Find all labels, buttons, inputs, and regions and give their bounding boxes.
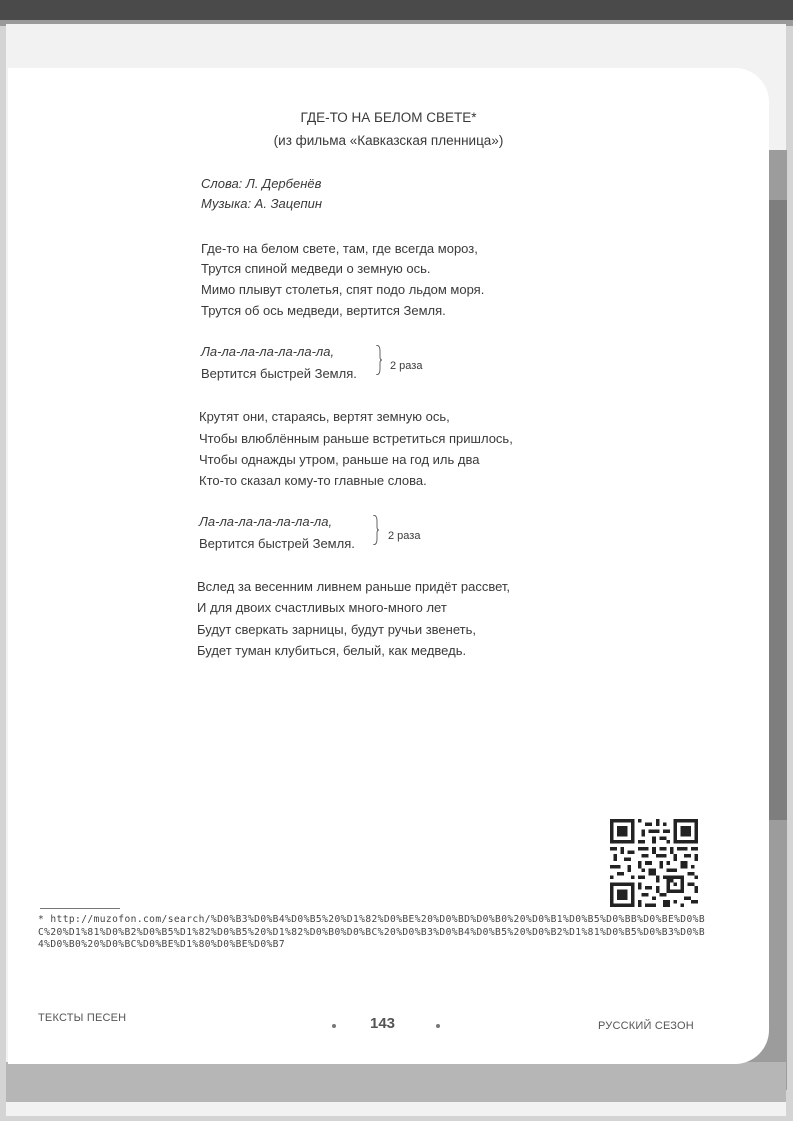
lyrics-credit: Слова: Л. Дербенёв xyxy=(201,176,322,191)
chorus-line: Вертится быстрей Земля. xyxy=(199,536,355,551)
repeat-label: 2 раза xyxy=(388,530,421,542)
verse-line: Вслед за весенним ливнем раньше придёт рассвет, xyxy=(197,579,511,594)
verse-line: Кто-то сказал кому-то главные слова. xyxy=(199,473,427,488)
verse-line: Трутся спиной медведи о земную ось. xyxy=(201,261,431,276)
verse-line: Чтобы влюблённым раньше встретиться пришлось, xyxy=(199,431,513,446)
footer-section-right: РУССКИЙ СЕЗОН xyxy=(598,1020,694,1032)
qr-code-icon xyxy=(610,819,698,907)
verse-line: Мимо плывут столетья, спят подо льдом моря. xyxy=(201,282,485,297)
repeat-brace-icon xyxy=(376,345,382,375)
verse-line: Крутят они, стараясь, вертят земную ось, xyxy=(199,409,450,424)
repeat-brace-icon xyxy=(373,515,379,545)
footer-section-left: ТЕКСТЫ ПЕСЕН xyxy=(38,1012,127,1024)
footer-dot xyxy=(436,1024,440,1028)
verse-line: Чтобы однажды утром, раньше на год иль два xyxy=(199,452,480,467)
page-number: 143 xyxy=(370,1015,396,1032)
chorus-line: Ла-ла-ла-ла-ла-ла-ла, xyxy=(201,344,335,359)
verse-line: Будут сверкать зарницы, будут ручьи звенеть, xyxy=(197,622,476,637)
verse-line: Будет туман клубиться, белый, как медведь. xyxy=(197,643,467,658)
song-subtitle: (из фильма «Кавказская пленница») xyxy=(273,133,504,148)
repeat-label: 2 раза xyxy=(390,360,423,372)
chorus-line: Ла-ла-ла-ла-ла-ла-ла, xyxy=(199,514,333,529)
chorus-line: Вертится быстрей Земля. xyxy=(201,366,357,381)
footer-dot xyxy=(332,1024,336,1028)
decorative-band-bottom xyxy=(6,1062,786,1102)
verse-line: Где-то на белом свете, там, где всегда мороз, xyxy=(201,241,478,256)
footnote-divider xyxy=(40,908,120,909)
scan-top-shadow xyxy=(0,0,793,20)
verse-line: Трутся об ось медведи, вертится Земля. xyxy=(201,303,446,318)
song-title: ГДЕ-ТО НА БЕЛОМ СВЕТЕ* xyxy=(300,110,477,125)
verse-line: И для двоих счастливых много-много лет xyxy=(197,600,447,615)
music-credit: Музыка: А. Зацепин xyxy=(201,196,322,211)
footnote-url: * http://muzofon.com/search/%D0%B3%D0%B4%D0%B5%20%D1%82%D0%BE%20%D0%BD%D0%B0%20%D0%B1%D0%B5%D0%BB%D0%BE%D0%BC%20%D1%81%D0%B2%D0%B5%D1%82%D0%B5%20%D1%82%D0%B0%D0%BC%20%D0%B3%D0%B4%D0%B5%20%D0%B2%D1%81%D0%B5%D0%B3%D0%B4%D0%B0%20%D0%BC%D0%BE%D1%80%D0%BE%D0%B7 xyxy=(38,914,705,951)
